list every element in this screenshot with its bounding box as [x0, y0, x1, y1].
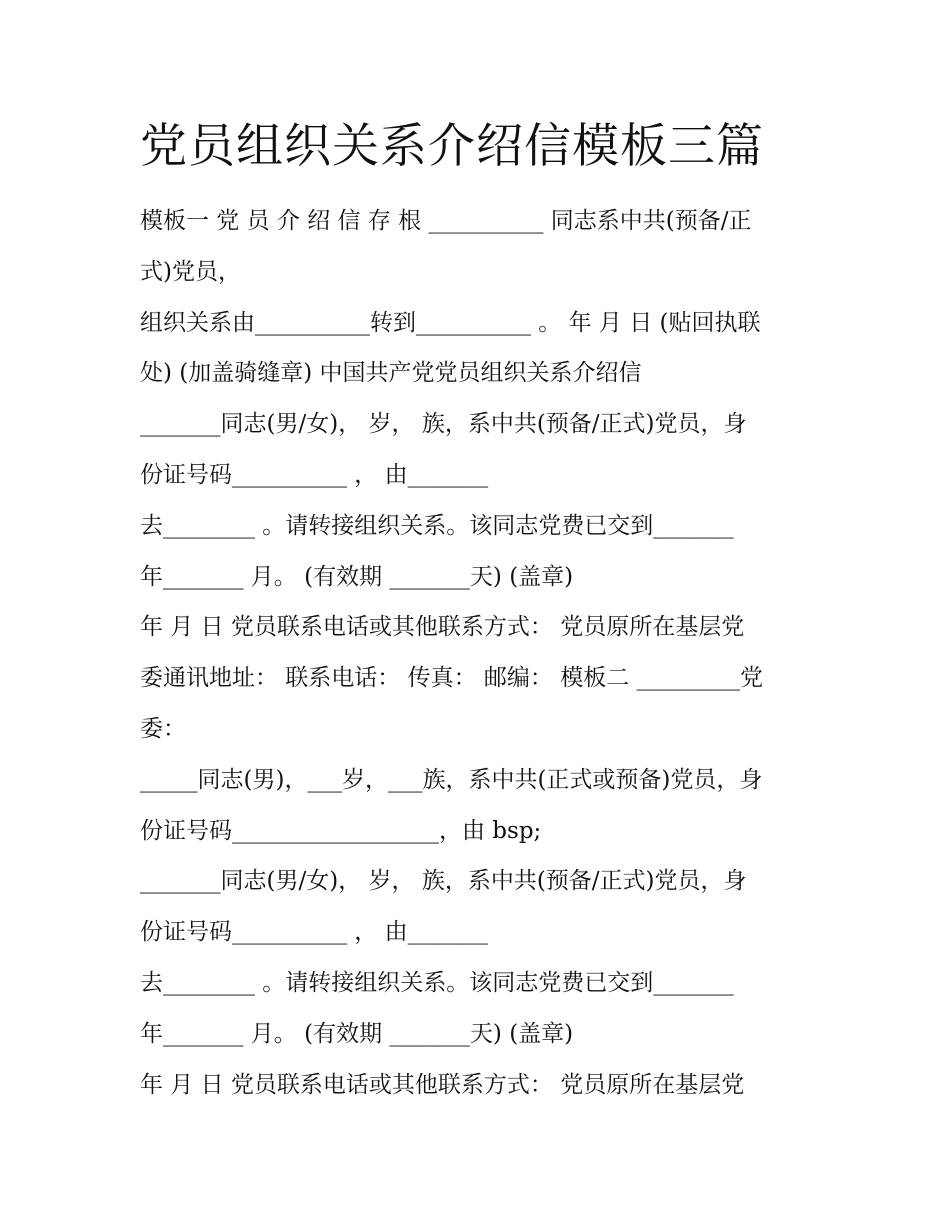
text-line: 份证号码__________________，由 bsp; — [140, 817, 542, 844]
text-line: 组织关系由__________转到__________ 。 年 月 日 (贴回执联 — [140, 309, 761, 336]
text-line: 模板一 党 员 介 绍 信 存 根 __________ 同志系中共(预备/正 — [140, 208, 752, 234]
text-line: 委： — [140, 715, 186, 742]
text-line: _____同志(男)，___岁，___族，系中共(正式或预备)党员，身 — [140, 766, 763, 793]
text-line: 式)党员， — [140, 258, 241, 285]
document-title: 党员组织关系介绍信模板三篇 — [140, 119, 764, 174]
text-line: 去________ 。请转接组织关系。该同志党费已交到_______ — [140, 512, 734, 539]
text-line: 年 月 日 党员联系电话或其他联系方式： 党员原所在基层党 — [140, 614, 745, 641]
text-line: 份证号码__________ ， 由_______ — [140, 461, 489, 488]
document-body — [140, 196, 820, 1110]
text-line: _______同志(男/女)， 岁， 族，系中共(预备/正式)党员，身 — [140, 868, 747, 895]
text-line: 份证号码__________ ， 由_______ — [140, 919, 489, 946]
text-line: 处) (加盖骑缝章) 中国共产党党员组织关系介绍信 — [140, 360, 642, 387]
text-line: 年 月 日 党员联系电话或其他联系方式： 党员原所在基层党 — [140, 1071, 745, 1098]
text-line: _______同志(男/女)， 岁， 族，系中共(预备/正式)党员，身 — [140, 411, 747, 438]
text-line: 年_______ 月。 (有效期 _______天) (盖章) — [140, 1020, 574, 1047]
text-line: 去________ 。请转接组织关系。该同志党费已交到_______ — [140, 969, 734, 996]
text-line: 年_______ 月。 (有效期 _______天) (盖章) — [140, 563, 574, 590]
text-line: 委通讯地址： 联系电话： 传真： 邮编： 模板二 _________党 — [140, 665, 764, 692]
